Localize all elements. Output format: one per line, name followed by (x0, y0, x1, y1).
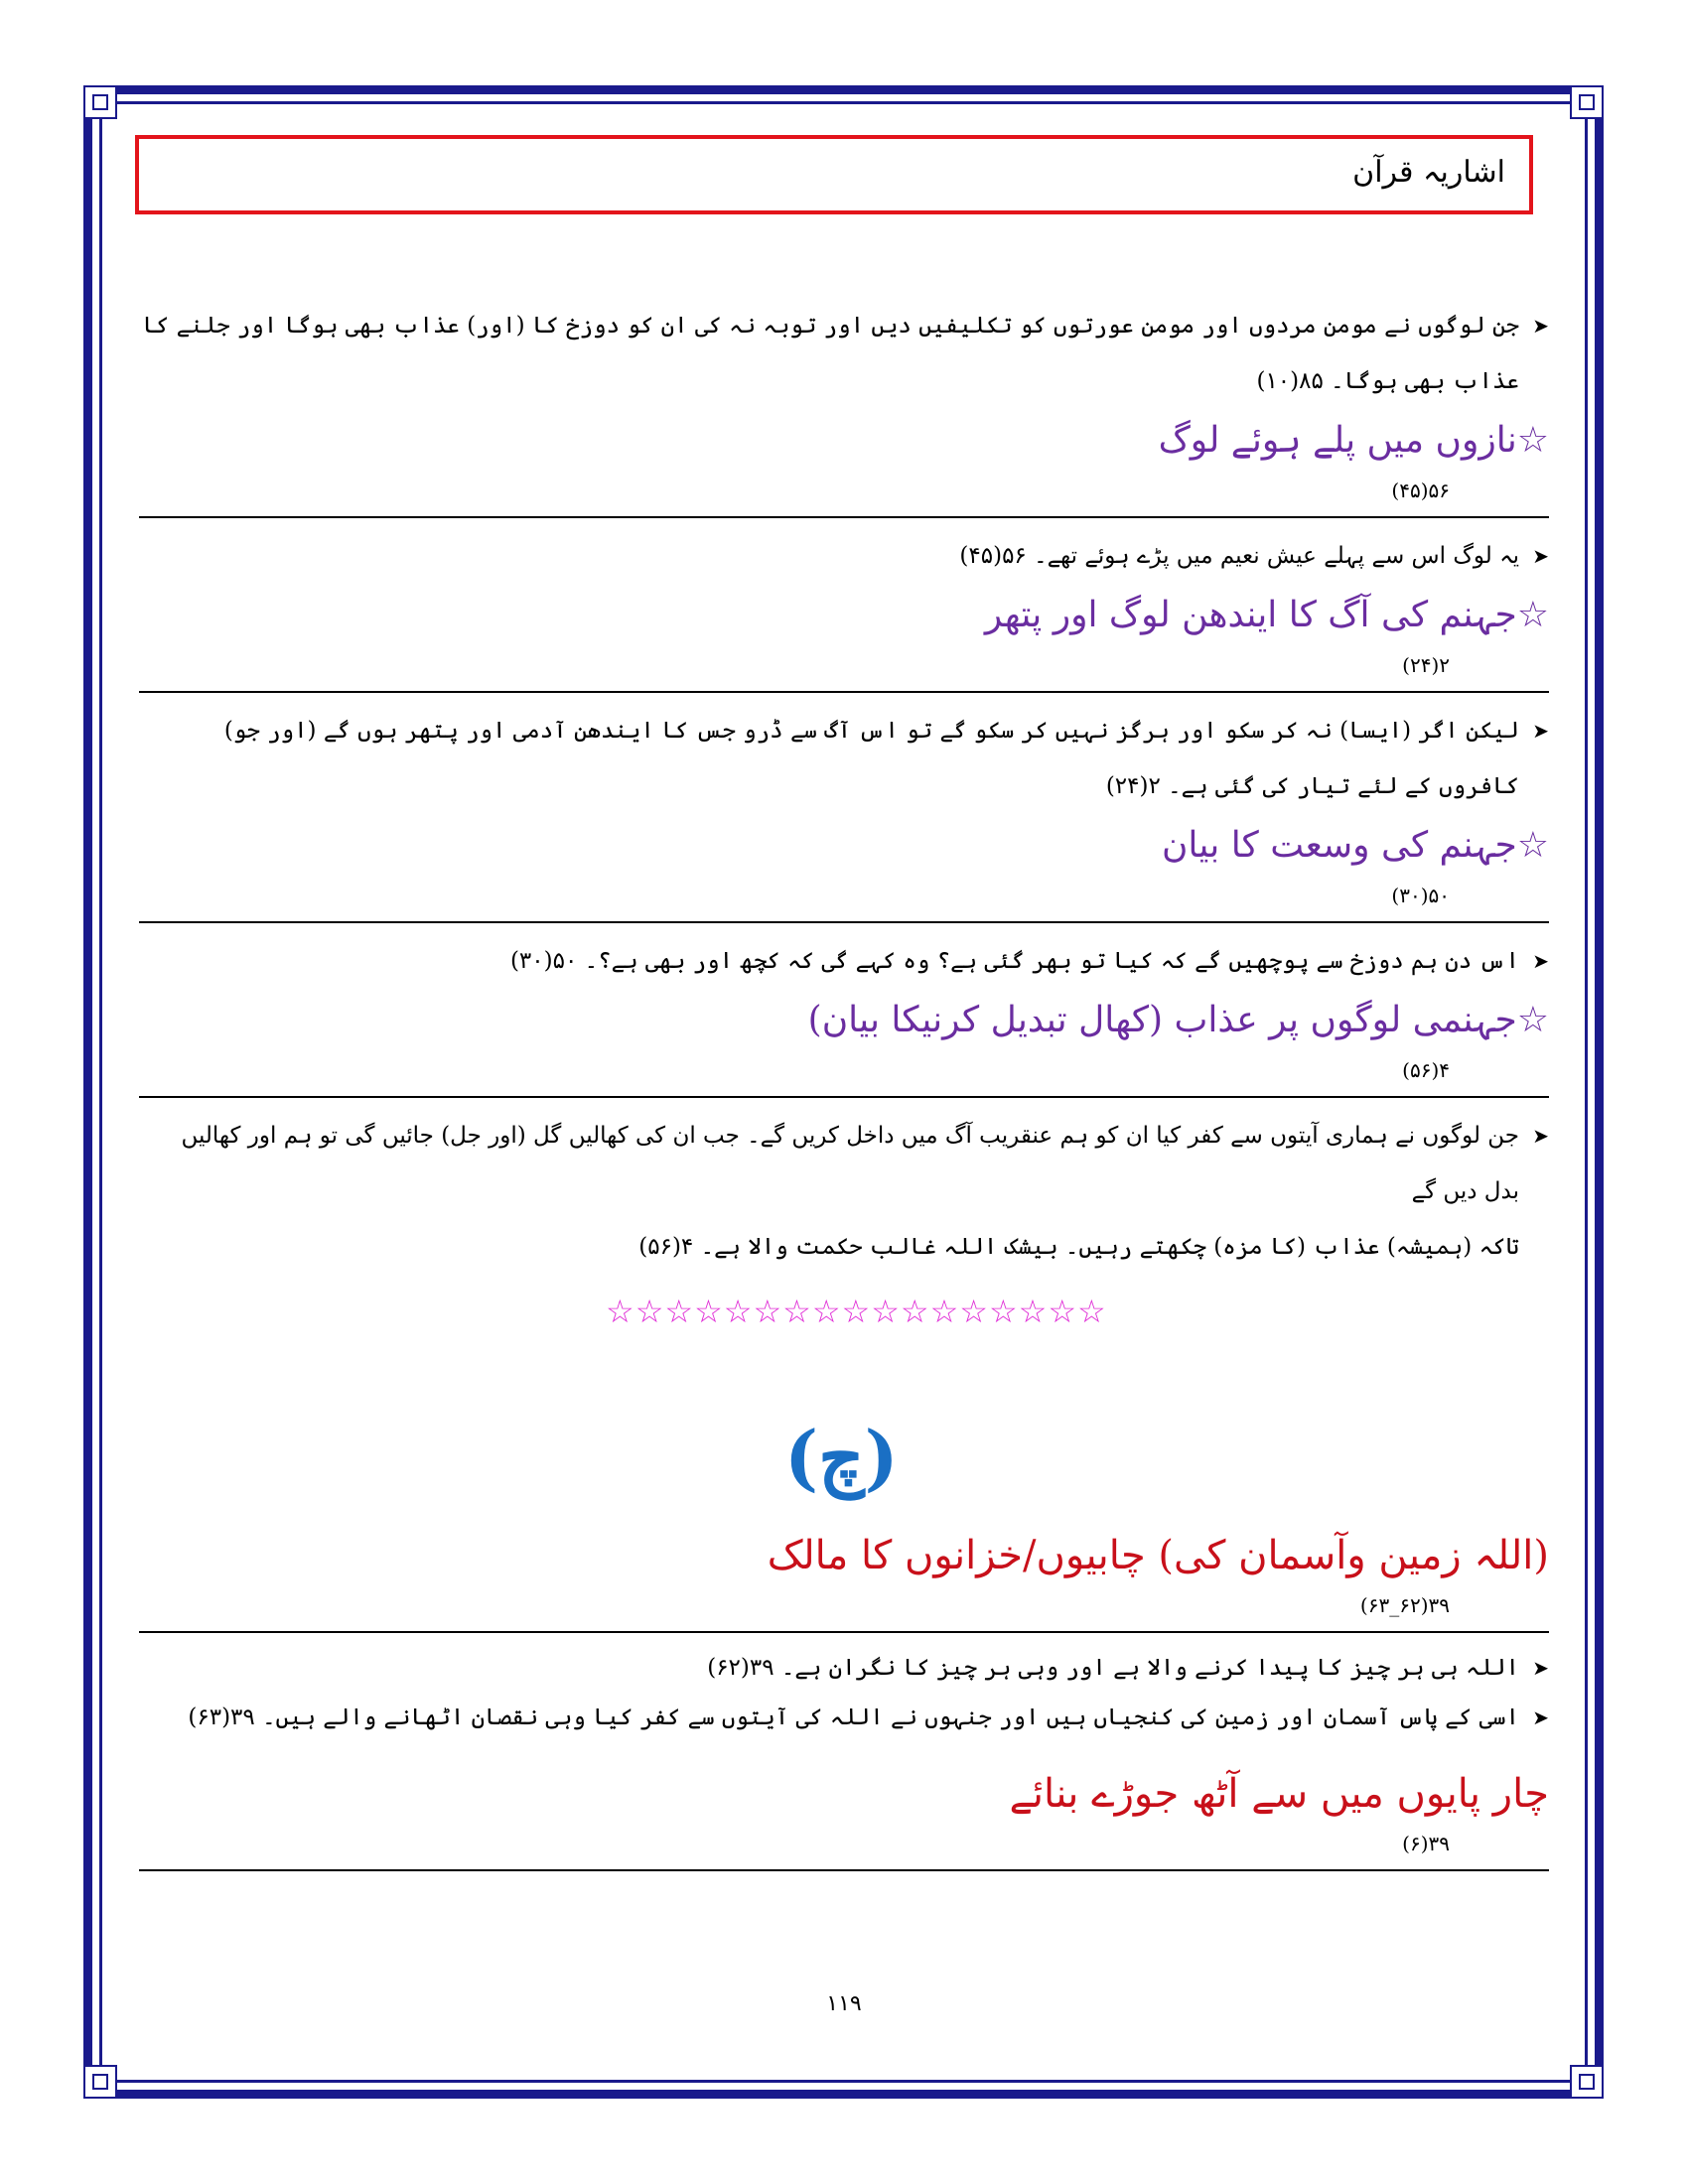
content-area (139, 298, 1549, 1275)
arrow-bullet-icon: ➤ (1532, 949, 1549, 973)
topic-heading: چار پایوں میں سے آٹھ جوڑے بنائے (1009, 1771, 1549, 1817)
bullet-text: اللہ ہی ہر چیز کا پیدا کرنے والا ہے اور وہی ہر چیز کا نگران ہے۔ ۳۹(۶۲) (707, 1655, 1519, 1681)
divider (139, 516, 1549, 518)
divider (139, 1631, 1549, 1633)
entry-bullet (139, 528, 1549, 584)
corner-ornament-top-right (1570, 85, 1604, 119)
divider (139, 1869, 1549, 1871)
bullet-text: جن لوگوں نے ہماری آیتوں سے کفر کیا ان کو ہم عنقریب آگ میں داخل کریں گے۔ جب ان کی کھالیں گل (اور جل) جائیں گی تو ہم اور کھالیں بدل دیں گے (181, 1123, 1519, 1204)
bullet-text-continued: تاکہ (ہمیشہ) عذاب (کا مزہ) چکھتے رہیں۔ بیشک اللہ غالب حکمت والا ہے۔ ۴(۵۶) (638, 1234, 1519, 1260)
entry-bullet (139, 1643, 1549, 1693)
bullet-text: جن لوگوں نے مومن مردوں اور مومن عورتوں کو تکلیفیں دیں اور توبہ نہ کی ان کو دوزخ کا (اور) عذاب بھی ہوگا اور جلنے کا عذاب بھی ہوگا۔ ۸۵(۱۰) (142, 313, 1519, 394)
verse-reference: ۳۹(۶۲_۶۳) (1359, 1593, 1450, 1617)
arrow-bullet-icon: ➤ (1532, 1706, 1549, 1729)
arrow-bullet-icon: ➤ (1532, 719, 1549, 743)
arrow-bullet-icon: ➤ (1532, 544, 1549, 568)
corner-ornament-bottom-left (83, 2065, 117, 2099)
arrow-bullet-icon: ➤ (1532, 1124, 1549, 1148)
topic-heading: ☆جہنمی لوگوں پر عذاب (کھال تبدیل کرنیکا بیان) (807, 1000, 1549, 1040)
bullet-text: اس دن ہم دوزخ سے پوچھیں گے کہ کیا تو بھر گئی ہے؟ وہ کہے گی کہ کچھ اور بھی ہے؟۔ ۵۰(۳۰) (509, 948, 1519, 974)
verse-reference: ۳۹(۶) (1402, 1832, 1450, 1855)
bullet-text: یہ لوگ اس سے پہلے عیش نعیم میں پڑے ہوئے تھے۔ ۵۶(۴۵) (959, 543, 1519, 569)
bullet-text: لیکن اگر (ایسا) نہ کر سکو اور ہرگز نہیں کر سکو گے تو اس آگ سے ڈرو جس کا ایندھن آدمی اور پتھر ہوں گے (اور جو) کافروں کے لئے تیار کی گئی ہے۔ ۲(۲۴) (223, 718, 1519, 799)
entry-bullet (139, 703, 1549, 814)
star-separator: ☆☆☆☆☆☆☆☆☆☆☆☆☆☆☆☆☆ (606, 1293, 1107, 1330)
topic-heading: ☆جہنم کی آگ کا ایندھن لوگ اور پتھر (984, 595, 1549, 635)
entry-bullet (139, 1693, 1549, 1742)
header-box (135, 135, 1533, 214)
section-letter: (چ) (784, 1415, 899, 1499)
page-number: ۱۱۹ (826, 1991, 862, 2016)
entry-bullet (139, 933, 1549, 989)
topic-heading: ☆جہنم کی وسعت کا بیان (1161, 825, 1549, 866)
bullet-text: اسی کے پاس آسمان اور زمین کی کنجیاں ہیں اور جنہوں نے اللہ کی آیتوں سے کفر کیا وہی نقصان اٹھانے والے ہیں۔ ۳۹(۶۳) (188, 1705, 1519, 1730)
arrow-bullet-icon: ➤ (1532, 314, 1549, 338)
verse-reference: ۵۰(۳۰) (1391, 884, 1450, 907)
page-header-title: اشاریہ قرآن (1352, 155, 1505, 190)
divider (139, 921, 1549, 923)
section-content (139, 1524, 1549, 1881)
topic-heading: (اللہ زمین وآسمان کی) چابیوں/خزانوں کا مالک (767, 1533, 1549, 1578)
corner-ornament-bottom-right (1570, 2065, 1604, 2099)
verse-reference: ۲(۲۴) (1402, 653, 1450, 677)
topic-heading: ☆نازوں میں پلے ہوئے لوگ (1158, 420, 1549, 461)
divider (139, 691, 1549, 693)
corner-ornament-top-left (83, 85, 117, 119)
verse-reference: ۵۶(۴۵) (1391, 478, 1450, 502)
entry-bullet (139, 298, 1549, 409)
verse-reference: ۴(۵۶) (1402, 1058, 1450, 1082)
entry-bullet (139, 1108, 1549, 1275)
arrow-bullet-icon: ➤ (1532, 1656, 1549, 1680)
divider (139, 1096, 1549, 1098)
